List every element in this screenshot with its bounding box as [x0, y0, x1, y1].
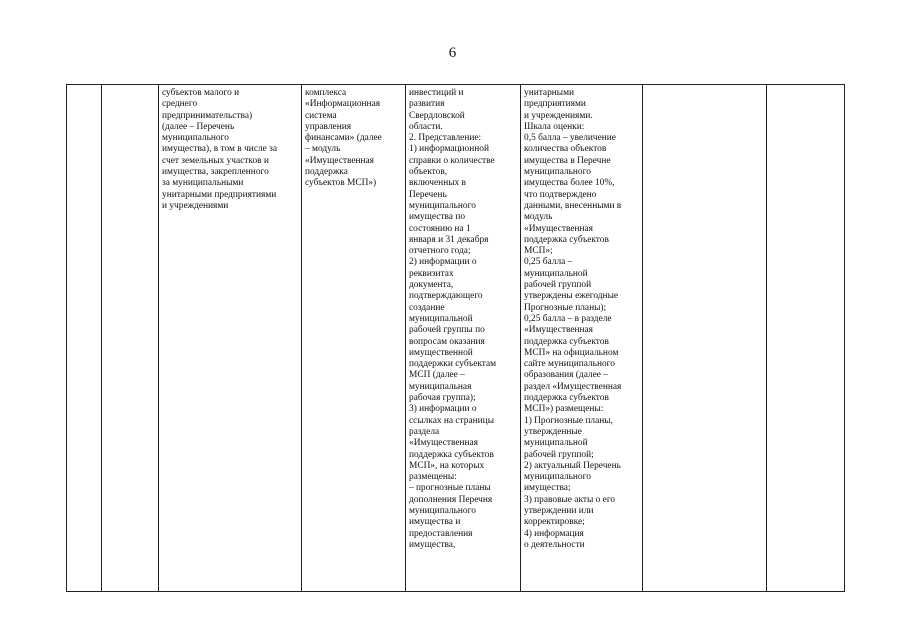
criterion-text: субъектов малого и среднего предпринимательства) (далее – Перечень муниципального имущества), в том в числе за счет земельных участков и имущества, закрепленного за муниципальными унитарными предприятиями и учреждениями [162, 88, 278, 211]
table-cell-col8 [767, 85, 845, 592]
table-cell-col5 [406, 85, 521, 592]
table-cell-col3 [159, 85, 302, 592]
table-cell-col4 [302, 85, 406, 592]
table-cell-col1 [67, 85, 102, 592]
table-cell-col7 [643, 85, 767, 592]
page-number: 6 [448, 45, 457, 61]
source-text: комплекса «Информационная система управления финансами» (далее – модуль «Имущественная поддержка субъектов МСП») [305, 88, 382, 189]
rating-scale-text: унитарными предприятиями и учреждениями. Шкала оценки: 0,5 балла – увеличение количества объектов имущества в Перечне муниципального имущества более 10%, что подтверждено данными, внесенными в модуль «Имущественная поддержка субъектов МСП»; 0,25 балла – муниципальной рабочей группой утверждены ежегодные Прогнозные планы); 0,25 балла – в разделе «Имущественная поддержка субъектов МСП» на официальном сайте муниципального образования (далее – раздел «Имущественная поддержка субъектов МСП») размещены: 1) Прогнозные планы, утвержденные муниципальной рабочей группой; 2) актуальный Перечень муниципального имущества; 3) правовые акты о его утверждении или корректировке; 4) информация о деятельности [524, 88, 622, 550]
submission-text: инвестиций и развития Свердловской области. 2. Представление: 1) информационной справки о количестве объектов, включенных в Перечень муниципального имущества по состоянию на 1 января и 31 декабря отчетного года; 2) информации о реквизитах документа, подтверждающего создание муниципальной рабочей группы по вопросам оказания имущественной поддержки субъектам МСП (далее – муниципальная рабочая группа); 3) информации о ссылках на страницы раздела «Имущественная поддержка субъектов МСП», на которых размещены: – прогнозные планы дополнения Перечня муниципального имущества и предоставления имущества, [409, 88, 497, 550]
table-row [67, 85, 845, 592]
table-cell-col2 [102, 85, 159, 592]
table-cell-col6 [521, 85, 643, 592]
document-table [66, 84, 845, 592]
